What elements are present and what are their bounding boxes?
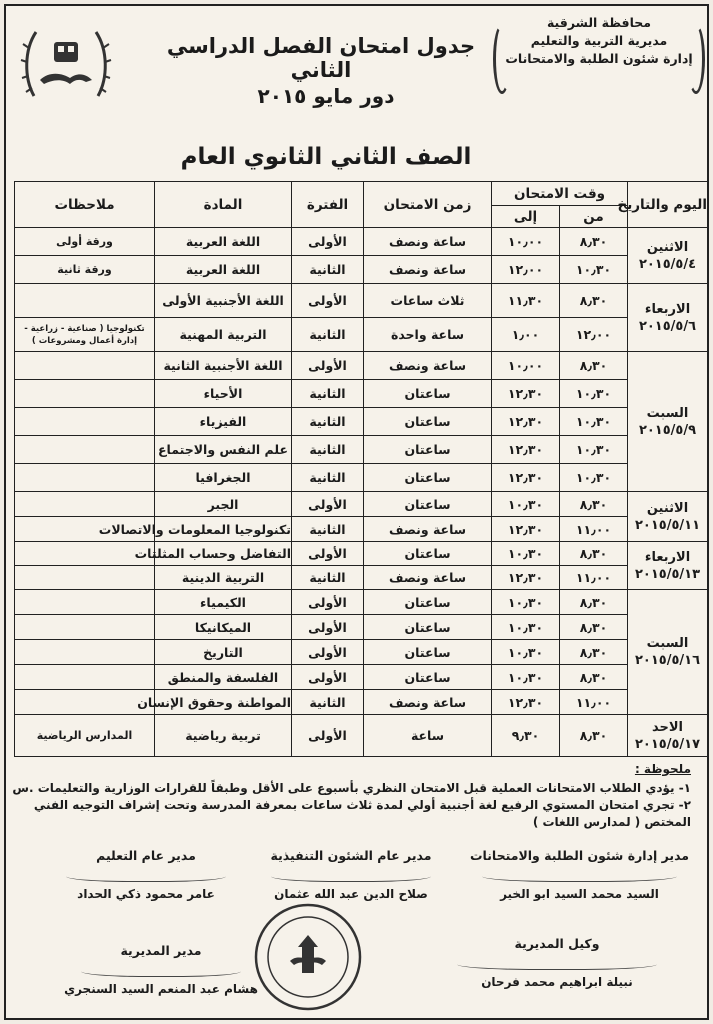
from-time-cell: ٨٫٣٠ [560,284,628,318]
to-time-cell: ١٠٫٣٠ [492,542,560,566]
table-row [15,590,708,615]
day-name: السبت [646,405,689,421]
period-cell: الثانية [292,408,364,436]
note-cell [15,690,155,715]
wreath-right-icon [687,24,705,94]
exam-date: ٢٠١٥/٥/٩ [638,422,697,438]
period-cell: الأولى [292,640,364,665]
from-time-cell: ٨٫٣٠ [560,542,628,566]
duration-cell: ساعتان [364,380,492,408]
from-time-cell: ٨٫٣٠ [560,352,628,380]
day-date-cell [628,284,708,352]
to-time-cell: ١٠٫٣٠ [492,665,560,690]
directorate-name: مديرية التربية والتعليم [530,33,668,48]
from-time-cell: ٨٫٣٠ [560,665,628,690]
day-date-cell [628,352,708,492]
header-notes: ملاحظات [15,182,155,228]
note-cell [15,380,155,408]
table-row [15,408,708,436]
from-time-cell: ٨٫٣٠ [560,492,628,517]
table-row [15,256,708,284]
to-time-cell: ٩٫٣٠ [492,715,560,757]
subject-cell: الفيزياء [155,408,292,436]
day-date-cell [628,492,708,542]
header-exam-time: وقت الامتحان [492,182,628,206]
day-name: الاثنين [646,239,689,255]
table-row [15,352,708,380]
note-cell [15,284,155,318]
signature-scribble [482,868,677,882]
subject-cell: المواطنة وحقوق الإنسان [155,690,292,715]
period-cell: الأولى [292,590,364,615]
day-date-cell [628,590,708,715]
signature-scribble [81,963,241,977]
header-period: الفترة [292,182,364,228]
note-cell: ورقة أولى [15,228,155,256]
duration-cell: ساعة ونصف [364,566,492,590]
students-affairs-title: مدير إدارة شئون الطلبة والامتحانات [469,848,690,863]
table-row [15,517,708,542]
subject-cell: تربية رياضية [155,715,292,757]
to-time-cell: ١٢٫٣٠ [492,566,560,590]
education-name: عامر محمود ذكي الحداد [77,887,215,901]
from-time-cell: ١٠٫٣٠ [560,256,628,284]
from-time-cell: ٨٫٣٠ [560,715,628,757]
period-cell: الأولى [292,284,364,318]
signature-scribble [66,868,226,882]
duration-cell: ساعتان [364,590,492,615]
schedule-table [14,181,708,757]
from-time-cell: ٨٫٣٠ [560,640,628,665]
period-cell: الثانية [292,690,364,715]
period-cell: الثانية [292,256,364,284]
students-affairs-name: السيد محمد السيد ابو الخير [500,887,659,901]
day-date-cell [628,542,708,590]
day-name: الاثنين [646,500,689,516]
note-cell [15,492,155,517]
notes-heading: ملحوظة : [634,762,691,776]
to-time-cell: ١٢٫٣٠ [492,464,560,492]
table-row [15,690,708,715]
duration-cell: ساعة ونصف [364,228,492,256]
duration-cell: ساعة ونصف [364,690,492,715]
duration-cell: ساعة واحدة [364,318,492,352]
duration-cell: ساعتان [364,492,492,517]
day-name: الاربعاء [644,549,691,565]
duration-cell: ساعتان [364,464,492,492]
to-time-cell: ١٢٫٣٠ [492,436,560,464]
executive-title: مدير عام الشئون التنفيذية [270,848,432,863]
duration-cell: ساعة [364,715,492,757]
period-cell: الثانية [292,436,364,464]
from-time-cell: ١٠٫٣٠ [560,436,628,464]
period-cell: الثانية [292,566,364,590]
subject-cell: التاريخ [155,640,292,665]
header [6,6,707,170]
education-title: مدير عام التعليم [96,848,196,863]
table-row [15,284,708,318]
exam-date: ٢٠١٥/٥/١٣ [634,566,701,582]
subject-cell: التفاضل وحساب المثلثات [155,542,292,566]
day-date-cell [628,715,708,757]
signature-scribble [271,868,431,882]
from-time-cell: ١١٫٠٠ [560,517,628,542]
table-row [15,380,708,408]
executive-name: صلاح الدين عبد الله عثمان [274,887,428,901]
duration-cell: ساعتان [364,436,492,464]
deputy-name: نبيلة ابراهيم محمد فرحان [481,975,633,989]
duration-cell: ساعة ونصف [364,256,492,284]
schedule-body [15,228,708,757]
note-line-3: المختص ( لمدارس اللغات ) [532,815,691,829]
signature-executive [251,846,451,904]
exam-date: ٢٠١٥/٥/٦ [638,318,697,334]
to-time-cell: ١٢٫٣٠ [492,408,560,436]
note-cell [15,352,155,380]
note-cell: ورقة ثانية [15,256,155,284]
note-cell: المدارس الرياضية [15,715,155,757]
to-time-cell: ١٢٫٠٠ [492,256,560,284]
day-date-cell [628,228,708,284]
governorate-name: محافظة الشرقية [546,15,652,30]
note-cell: تكنولوجيا ( صناعية - زراعية - إدارة أعمال ومشروعات ) [15,318,155,352]
to-time-cell: ١٠٫٣٠ [492,640,560,665]
subject-cell: اللغة الأجنبية الأولى [155,284,292,318]
exam-date: ٢٠١٥/٥/١٧ [634,736,701,752]
notes-section [11,761,691,831]
session-title: دور مايو ٢٠١٥ [257,84,395,108]
grade-title: الصف الثاني الثانوي العام [180,144,472,170]
from-time-cell: ٨٫٣٠ [560,615,628,640]
table-row [15,436,708,464]
subject-cell: علم النفس والاجتماع [155,436,292,464]
note-cell [15,665,155,690]
to-time-cell: ١٠٫٣٠ [492,590,560,615]
to-time-cell: ١٠٫٠٠ [492,228,560,256]
note-cell [15,464,155,492]
subject-cell: الجغرافيا [155,464,292,492]
day-name: الاحد [651,719,683,735]
day-name: الاربعاء [644,301,691,317]
page-title: جدول امتحان الفصل الدراسي الثاني [166,34,476,82]
note-cell [15,590,155,615]
exam-date: ٢٠١٥/٥/١٦ [634,653,701,668]
period-cell: الثانية [292,517,364,542]
note-line-2: ٢- تجري امتحان المستوي الرفيع لغة أجنبية أولي لمدة ثلاث ساعات بمعرفة المدرسة وتحت إشراف التوجيه الفني [33,798,691,812]
table-row [15,318,708,352]
ministry-logo-icon [20,18,112,110]
from-time-cell: ١١٫٠٠ [560,690,628,715]
duration-cell: ساعة ونصف [364,517,492,542]
from-time-cell: ١٢٫٠٠ [560,318,628,352]
table-row [15,665,708,690]
duration-cell: ساعتان [364,640,492,665]
to-time-cell: ١١٫٣٠ [492,284,560,318]
header-from: من [560,206,628,228]
from-time-cell: ٨٫٣٠ [560,590,628,615]
period-cell: الثانية [292,380,364,408]
signature-deputy [437,934,677,992]
duration-cell: ساعتان [364,542,492,566]
subject-cell: التربية المهنية [155,318,292,352]
signature-director [61,941,261,999]
subject-cell: اللغة العربية [155,256,292,284]
period-cell: الأولى [292,228,364,256]
period-cell: الأولى [292,542,364,566]
table-row [15,615,708,640]
governorate-block [499,14,699,100]
period-cell: الأولى [292,352,364,380]
header-duration: زمن الامتحان [364,182,492,228]
period-cell: الثانية [292,464,364,492]
subject-cell: الأحياء [155,380,292,408]
note-cell [15,408,155,436]
table-row [15,228,708,256]
from-time-cell: ١٠٫٣٠ [560,380,628,408]
signature-students-affairs [462,846,697,904]
subject-cell: الفلسفة والمنطق [155,665,292,690]
subject-cell: الجبر [155,492,292,517]
table-row [15,566,708,590]
period-cell: الثانية [292,318,364,352]
note-cell [15,615,155,640]
table-row [15,542,708,566]
subject-cell: التربية الدينية [155,566,292,590]
day-name: السبت [646,636,689,651]
to-time-cell: ١٠٫٠٠ [492,352,560,380]
to-time-cell: ١٢٫٣٠ [492,690,560,715]
subject-cell: اللغة العربية [155,228,292,256]
period-cell: الأولى [292,615,364,640]
header-subject: المادة [155,182,292,228]
from-time-cell: ١٠٫٣٠ [560,408,628,436]
subject-cell: الميكانيكا [155,615,292,640]
deputy-title: وكيل المديرية [514,936,600,951]
from-time-cell: ١١٫٠٠ [560,566,628,590]
subject-cell: اللغة الأجنبية الثانية [155,352,292,380]
official-seal-icon [252,901,364,1013]
exam-schedule-page [4,4,709,1020]
table-row [15,640,708,665]
period-cell: الأولى [292,665,364,690]
header-to: إلى [492,206,560,228]
duration-cell: ساعتان [364,665,492,690]
duration-cell: ثلاث ساعات [364,284,492,318]
to-time-cell: ١٢٫٣٠ [492,517,560,542]
exam-date: ٢٠١٥/٥/٤ [638,256,697,272]
duration-cell: ساعة ونصف [364,352,492,380]
from-time-cell: ١٠٫٣٠ [560,464,628,492]
department-name: إدارة شئون الطلبة والامتحانات [505,51,693,66]
note-cell [15,566,155,590]
exam-date: ٢٠١٥/٥/١١ [634,517,701,533]
note-cell [15,436,155,464]
duration-cell: ساعتان [364,615,492,640]
table-row [15,715,708,757]
to-time-cell: ١٫٠٠ [492,318,560,352]
to-time-cell: ١٢٫٣٠ [492,380,560,408]
signature-education [46,846,246,904]
to-time-cell: ١٠٫٣٠ [492,492,560,517]
note-cell [15,542,155,566]
director-title: مدير المديرية [120,943,202,958]
note-line-1: ١- يؤدي الطلاب الامتحانات العملية قبل الامتحان النظري بأسبوع على الأقل وطبقاً للقرارات الوزارية والتعليمات .س [12,781,691,795]
to-time-cell: ١٠٫٣٠ [492,615,560,640]
from-time-cell: ٨٫٣٠ [560,228,628,256]
signature-scribble [457,956,657,970]
note-cell [15,640,155,665]
table-row [15,492,708,517]
duration-cell: ساعتان [364,408,492,436]
schedule-table-wrap [14,181,707,757]
table-row [15,464,708,492]
period-cell: الأولى [292,492,364,517]
period-cell: الأولى [292,715,364,757]
director-name: هشام عبد المنعم السيد السنجري [64,982,258,996]
subject-cell: الكيمياء [155,590,292,615]
header-day-date: اليوم والتاريخ [628,182,708,228]
subject-cell: تكنولوجيا المعلومات والاتصالات [155,517,292,542]
